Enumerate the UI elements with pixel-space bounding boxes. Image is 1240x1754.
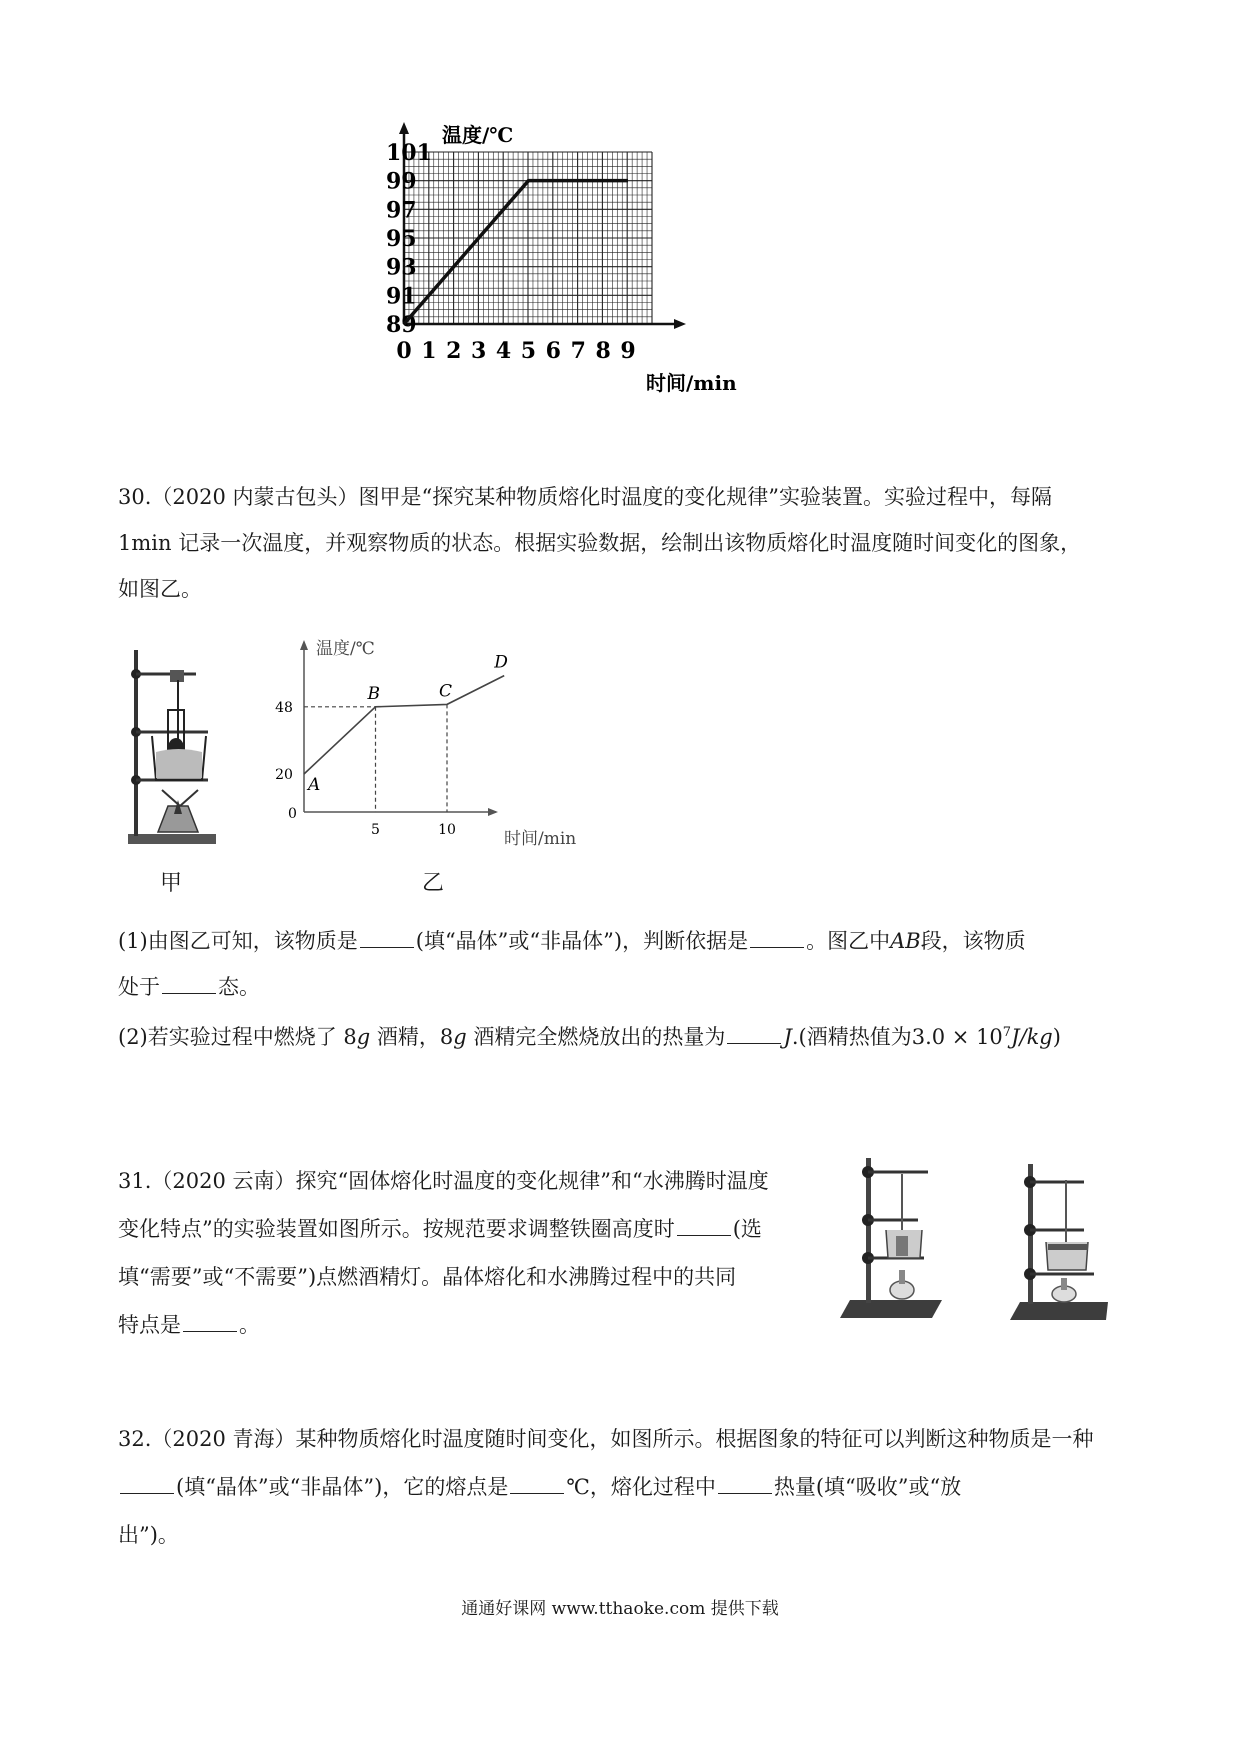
answer-blank[interactable]	[750, 929, 804, 948]
y-tick-label: 48	[275, 699, 293, 716]
chart-yi	[270, 634, 600, 860]
q31-apparatus-photo-right	[1004, 1150, 1114, 1330]
q30-sub1-line-2	[118, 964, 1128, 1010]
x-tick-label: 5	[520, 338, 537, 364]
apparatus-jia-figure	[118, 640, 228, 850]
caption-yi: 乙	[422, 871, 445, 896]
point-label-b: B	[367, 683, 380, 704]
x-tick-label: 7	[570, 338, 586, 364]
q31-text-b: (选	[732, 1217, 762, 1241]
chart-axes	[399, 122, 686, 329]
q30-line-2: 1min 记录一次温度，并观察物质的状态。根据实验数据，绘制出该物质熔化时温度随时间变化的图象，	[118, 531, 1082, 555]
q32-text-b: ℃，熔化过程中	[566, 1475, 716, 1499]
y-tick-label: 99	[386, 168, 417, 195]
q32-line-3: 出”)。	[118, 1523, 179, 1547]
chart-point-labels	[306, 653, 508, 795]
caption-jia: 甲	[160, 871, 183, 896]
q30-sub2-text-e: 酒精完全燃烧放出的热量为	[466, 1025, 726, 1049]
q32-text-c: 热量(填“吸收”或“放	[773, 1475, 962, 1499]
x-tick-label: 10	[438, 822, 456, 838]
y-axis-arrow	[300, 640, 308, 650]
point-label-d: D	[494, 652, 508, 673]
q30-sub1-text-g: 态。	[218, 975, 260, 999]
q30-sub2-unit-jkg: J/kg	[1011, 1025, 1053, 1049]
x-axis-arrow	[488, 808, 498, 816]
q30-sub1-text-e: 段，该物质	[920, 929, 1026, 953]
origin-label: 0	[288, 806, 297, 822]
x-tick-label: 5	[371, 822, 380, 838]
answer-blank[interactable]	[183, 1313, 237, 1332]
x-axis-label: 时间/min	[646, 371, 737, 395]
chart-grid	[404, 152, 652, 324]
q31-text-a: 变化特点”的实验装置如图所示。按规范要求调整铁圈高度时	[118, 1217, 675, 1241]
answer-blank[interactable]	[510, 1475, 564, 1494]
y-tick-label: 20	[275, 767, 293, 783]
q31-line-3: 填“需要”或“不需要”)点燃酒精灯。晶体熔化和水沸腾过程中的共同	[118, 1265, 737, 1289]
melting-series-line	[304, 676, 504, 774]
chart-tick-labels	[275, 700, 456, 838]
q30-sub2-unit-g: g	[453, 1025, 467, 1049]
x-axis-arrow	[674, 319, 686, 329]
x-tick-label: 2	[446, 338, 462, 364]
y-axis-label: 温度/℃	[316, 639, 375, 659]
y-axis-label: 温度/℃	[442, 123, 514, 147]
q30-sub2-line	[118, 1010, 1128, 1060]
page-footer: 通通好课网 www.tthaoke.com 提供下载	[461, 1599, 779, 1619]
q32-line-1: 32.（2020 青海）某种物质熔化时温度随时间变化，如图所示。根据图象的特征可以判断这种物质是一种	[118, 1427, 1094, 1451]
y-tick-label: 97	[386, 197, 417, 224]
y-tick-label: 95	[386, 226, 417, 252]
q30-sub1-segment: AB	[890, 929, 921, 953]
point-label-c: C	[439, 681, 453, 702]
q30-sub1-text-c: 。图乙中	[806, 929, 891, 953]
q30-sub2-text-a: (2)若实验过程中燃烧了 8	[118, 1025, 357, 1049]
q31-text-c: 特点是	[118, 1313, 181, 1337]
q32-text-a: (填“晶体”或“非晶体”)，它的熔点是	[176, 1475, 509, 1499]
q30-sub2-text-c: 酒精，8	[370, 1025, 454, 1049]
chart-axes	[300, 640, 498, 816]
point-label-a: A	[308, 775, 321, 795]
x-tick-label: 1	[421, 338, 437, 364]
q30-sub2-unit-g: g	[356, 1025, 371, 1049]
q31-apparatus-photo-left	[836, 1150, 946, 1330]
answer-blank[interactable]	[120, 1475, 174, 1494]
y-tick-label: 91	[386, 283, 417, 310]
answer-blank[interactable]	[718, 1475, 772, 1494]
y-tick-label: 93	[386, 254, 417, 281]
q30-sub2-text-j: )	[1052, 1025, 1061, 1049]
y-tick-label: 89	[386, 312, 417, 338]
chart-guide-lines	[304, 704, 447, 812]
q30-sub2-text-g: .(酒精热值为3.0 × 10	[791, 1025, 1003, 1049]
q31-line-1: 31.（2020 云南）探究“固体熔化时温度的变化规律”和“水沸腾时温度	[118, 1169, 769, 1193]
q31-text-d: 。	[239, 1313, 260, 1337]
x-tick-label: 9	[620, 338, 636, 364]
q30-sub1-line-1	[118, 918, 1128, 964]
x-axis-label: 时间/min	[504, 829, 577, 849]
answer-blank[interactable]	[727, 1025, 781, 1044]
y-axis-arrow	[399, 122, 409, 134]
q30-sub1-text-a: (1)由图乙可知，该物质是	[118, 929, 358, 953]
y-tick-label: 101	[386, 140, 432, 166]
q31-line-4	[118, 1302, 838, 1348]
answer-blank[interactable]	[162, 975, 216, 994]
chart-series	[304, 676, 504, 774]
x-tick-label: 4	[495, 338, 512, 364]
q30-line-1: 30.（2020 内蒙古包头）图甲是“探究某种物质熔化时温度的变化规律”实验装置。实验过程中，每隔	[118, 485, 1052, 509]
x-tick-label: 3	[471, 338, 487, 364]
x-tick-label: 0	[396, 338, 412, 364]
q30-sub1-text-f: 处于	[118, 975, 160, 999]
x-tick-label: 8	[595, 338, 611, 364]
q32-line-2	[118, 1464, 1128, 1510]
answer-blank[interactable]	[677, 1217, 731, 1236]
q30-sub2-unit-j: J	[783, 1025, 792, 1049]
q30-sub1-text-b: (填“晶体”或“非晶体”)，判断依据是	[415, 929, 749, 953]
q30-sub2-exponent: 7	[1002, 1025, 1012, 1040]
q31-line-2	[118, 1206, 838, 1252]
q30-line-3: 如图乙。	[118, 577, 202, 601]
top-temperature-chart	[386, 118, 850, 408]
x-tick-label: 6	[545, 338, 561, 364]
answer-blank[interactable]	[360, 929, 414, 948]
